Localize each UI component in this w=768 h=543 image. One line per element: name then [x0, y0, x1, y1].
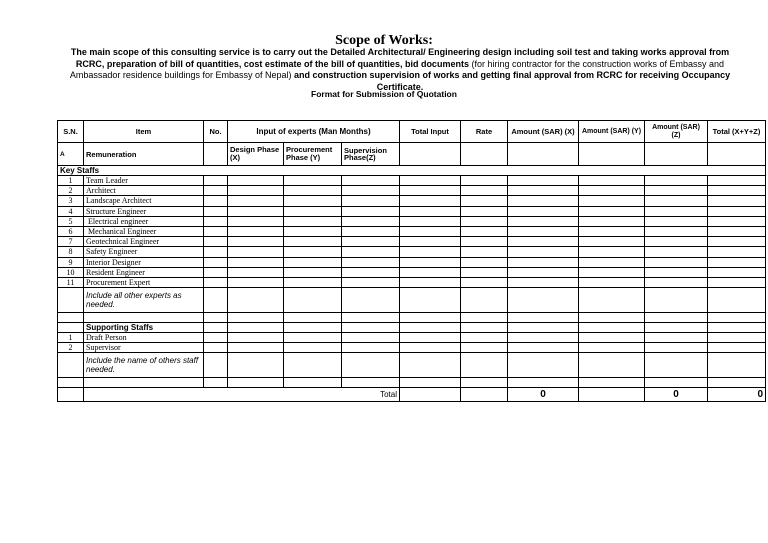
cell — [400, 277, 461, 287]
cell — [204, 353, 228, 378]
cell — [284, 176, 342, 186]
row-sn: 5 — [58, 216, 84, 226]
cell — [461, 323, 508, 333]
cell — [400, 206, 461, 216]
row-sn: 2 — [58, 186, 84, 196]
cell — [284, 237, 342, 247]
cell — [284, 313, 342, 323]
cell — [461, 277, 508, 287]
cell — [645, 313, 708, 323]
cell — [204, 267, 228, 277]
cell — [508, 313, 579, 323]
cell — [342, 343, 400, 353]
cell — [579, 206, 645, 216]
cell — [228, 353, 284, 378]
cell — [461, 206, 508, 216]
table-row — [58, 333, 766, 343]
header-no: No. — [204, 121, 228, 143]
cell — [645, 247, 708, 257]
row-item: Draft Person — [84, 333, 204, 343]
cell — [400, 267, 461, 277]
cell — [645, 343, 708, 353]
cell — [708, 277, 766, 287]
cell — [645, 333, 708, 343]
cell — [508, 333, 579, 343]
cell — [708, 226, 766, 236]
cell — [228, 257, 284, 267]
cell — [708, 206, 766, 216]
cell — [708, 288, 766, 313]
cell — [204, 288, 228, 313]
row-sn: 6 — [58, 226, 84, 236]
total-amount-x: 0 — [508, 388, 579, 402]
cell — [461, 313, 508, 323]
cell — [228, 237, 284, 247]
cell — [461, 257, 508, 267]
cell — [579, 257, 645, 267]
cell — [579, 216, 645, 226]
cell — [58, 288, 84, 313]
cell — [461, 353, 508, 378]
table-row — [58, 176, 766, 186]
subheader-procurement-phase: Procurement Phase (Y) — [284, 143, 342, 166]
support-staff-rows — [58, 333, 766, 353]
row-sn: 4 — [58, 206, 84, 216]
cell — [400, 257, 461, 267]
cell — [342, 288, 400, 313]
row-sn: 1 — [58, 176, 84, 186]
subheader-remuneration: Remuneration — [84, 143, 204, 166]
cell — [708, 247, 766, 257]
table-row — [58, 216, 766, 226]
blank-row — [58, 313, 766, 323]
row-item: Mechanical Engineer — [84, 226, 204, 236]
cell — [645, 257, 708, 267]
cell — [579, 353, 645, 378]
cell — [228, 277, 284, 287]
cell — [579, 226, 645, 236]
cell — [342, 186, 400, 196]
header-experts: Input of experts (Man Months) — [228, 121, 400, 143]
cell — [508, 206, 579, 216]
table-row — [58, 196, 766, 206]
cell — [284, 333, 342, 343]
cell — [708, 196, 766, 206]
table-row — [58, 343, 766, 353]
table-row — [58, 206, 766, 216]
cell — [461, 216, 508, 226]
cell — [461, 186, 508, 196]
cell — [645, 237, 708, 247]
cell — [342, 247, 400, 257]
cell — [508, 257, 579, 267]
cell — [400, 333, 461, 343]
key-staff-rows — [58, 176, 766, 288]
cell — [284, 288, 342, 313]
cell — [58, 313, 84, 323]
cell — [508, 267, 579, 277]
row-item: Architect — [84, 186, 204, 196]
page-title: Scope of Works: — [335, 33, 433, 48]
cell — [708, 143, 766, 166]
cell — [400, 196, 461, 206]
cell — [645, 288, 708, 313]
cell — [342, 353, 400, 378]
cell — [400, 323, 461, 333]
total-amount-z: 0 — [645, 388, 708, 402]
cell — [508, 323, 579, 333]
cell — [645, 196, 708, 206]
cell — [708, 353, 766, 378]
cell — [579, 176, 645, 186]
key-staffs-label: Key Staffs — [58, 166, 766, 176]
cell — [228, 216, 284, 226]
cell — [284, 247, 342, 257]
table-row — [58, 237, 766, 247]
cell — [342, 196, 400, 206]
cell — [342, 257, 400, 267]
header-rate: Rate — [461, 121, 508, 143]
cell — [400, 288, 461, 313]
row-item: Interior Designer — [84, 257, 204, 267]
cell — [58, 378, 84, 388]
total-grand: 0 — [708, 388, 766, 402]
cell — [228, 196, 284, 206]
row-sn: 11 — [58, 277, 84, 287]
cell — [579, 186, 645, 196]
cell — [228, 267, 284, 277]
support-note-row — [58, 353, 766, 378]
cell — [284, 216, 342, 226]
cell — [204, 143, 228, 166]
cell — [284, 196, 342, 206]
cell — [708, 216, 766, 226]
row-item: Supervisor — [84, 343, 204, 353]
cell — [400, 388, 461, 402]
subheader-a: A — [58, 143, 84, 166]
cell — [342, 313, 400, 323]
cell — [58, 323, 84, 333]
row-item: Electrical engineer — [84, 216, 204, 226]
row-sn: 3 — [58, 196, 84, 206]
cell — [645, 378, 708, 388]
cell — [342, 237, 400, 247]
cell — [284, 378, 342, 388]
table-row — [58, 247, 766, 257]
cell — [708, 237, 766, 247]
cell — [342, 176, 400, 186]
cell — [461, 176, 508, 186]
cell — [508, 343, 579, 353]
cell — [284, 186, 342, 196]
cell — [284, 257, 342, 267]
scope-text-part3: and construction supervision of works and getting final approval from RCRC for receiving Occupancy Certificate. — [294, 70, 731, 92]
cell — [508, 288, 579, 313]
cell — [204, 378, 228, 388]
cell — [204, 237, 228, 247]
cell — [204, 323, 228, 333]
cell — [579, 313, 645, 323]
header-total: Total (X+Y+Z) — [708, 121, 766, 143]
cell — [228, 288, 284, 313]
cell — [461, 226, 508, 236]
cell — [645, 186, 708, 196]
scope-text-part1: The main scope of this consulting service is to carry out the Detailed Architectural/ Engineering design including soil test and taking works approval from RCRC, preparation of bill of quantities, cost estimate of the bill of quantities, bid documents — [70, 47, 730, 69]
cell — [284, 206, 342, 216]
cell — [708, 313, 766, 323]
cell — [508, 176, 579, 186]
cell — [228, 333, 284, 343]
cell — [645, 353, 708, 378]
cell — [645, 267, 708, 277]
subheader-supervision-phase: Supervision Phase(Z) — [342, 143, 400, 166]
cell — [508, 216, 579, 226]
cell — [228, 313, 284, 323]
cell — [342, 378, 400, 388]
cell — [461, 333, 508, 343]
cell — [645, 176, 708, 186]
scope-description — [60, 47, 740, 93]
cell — [645, 277, 708, 287]
row-item: Structure Engineer — [84, 206, 204, 216]
row-item: Geotechnical Engineer — [84, 237, 204, 247]
cell — [204, 226, 228, 236]
cell — [228, 378, 284, 388]
cell — [508, 378, 579, 388]
row-item: Resident Engineer — [84, 267, 204, 277]
cell — [579, 247, 645, 257]
cell — [461, 267, 508, 277]
row-item: Team Leader — [84, 176, 204, 186]
cell — [84, 378, 204, 388]
cell — [645, 216, 708, 226]
row-sn: 10 — [58, 267, 84, 277]
cell — [204, 343, 228, 353]
cell — [228, 226, 284, 236]
cell — [579, 378, 645, 388]
header-amount-y: Amount (SAR) (Y) — [579, 121, 645, 143]
cell — [400, 378, 461, 388]
cell — [228, 343, 284, 353]
row-item: Safety Engineer — [84, 247, 204, 257]
subheader-design-phase: Design Phase (X) — [228, 143, 284, 166]
cell — [579, 143, 645, 166]
cell — [204, 196, 228, 206]
cell — [400, 216, 461, 226]
cell — [708, 333, 766, 343]
row-item: Landscape Architect — [84, 196, 204, 206]
cell — [708, 343, 766, 353]
row-sn: 7 — [58, 237, 84, 247]
cell — [204, 333, 228, 343]
header-item: Item — [84, 121, 204, 143]
total-row — [58, 388, 766, 402]
cell — [400, 143, 461, 166]
cell — [342, 277, 400, 287]
cell — [342, 226, 400, 236]
cell — [508, 196, 579, 206]
cell — [508, 237, 579, 247]
cell — [342, 267, 400, 277]
header-total-input: Total Input — [400, 121, 461, 143]
cell — [579, 333, 645, 343]
cell — [579, 196, 645, 206]
cell — [508, 226, 579, 236]
cell — [84, 313, 204, 323]
cell — [579, 343, 645, 353]
format-title: Format for Submission of Quotation — [311, 89, 457, 99]
cell — [284, 277, 342, 287]
supporting-staffs-label: Supporting Staffs — [84, 323, 204, 333]
cell — [400, 237, 461, 247]
cell — [204, 216, 228, 226]
cell — [342, 206, 400, 216]
cell — [645, 206, 708, 216]
cell — [579, 237, 645, 247]
cell — [400, 186, 461, 196]
cell — [708, 186, 766, 196]
cell — [461, 378, 508, 388]
cell — [204, 277, 228, 287]
cell — [579, 288, 645, 313]
cell — [461, 247, 508, 257]
cell — [400, 353, 461, 378]
cell — [342, 216, 400, 226]
scope-text-part2: (for hiring contractor for the construction works of Embassy and Ambassador residence buildings for Embassy of Nepal) — [69, 58, 725, 80]
header-amount-z: Amount (SAR) (Z) — [645, 121, 708, 143]
cell — [342, 333, 400, 343]
cell — [228, 247, 284, 257]
cell — [58, 388, 84, 402]
cell — [228, 323, 284, 333]
cell — [461, 288, 508, 313]
cell — [645, 143, 708, 166]
cell — [284, 323, 342, 333]
cell — [204, 176, 228, 186]
header-row — [58, 121, 766, 143]
row-sn: 8 — [58, 247, 84, 257]
cell — [400, 343, 461, 353]
cell — [579, 267, 645, 277]
cell — [508, 143, 579, 166]
cell — [58, 353, 84, 378]
cell — [708, 323, 766, 333]
key-note: Include all other experts as needed. — [84, 288, 204, 313]
key-note-row — [58, 288, 766, 313]
total-label: Total — [84, 388, 400, 402]
cell — [461, 388, 508, 402]
cell — [204, 206, 228, 216]
subheader-row — [58, 143, 766, 166]
cell — [400, 176, 461, 186]
cell — [708, 257, 766, 267]
row-sn: 9 — [58, 257, 84, 267]
row-item: Procurement Expert — [84, 277, 204, 287]
cell — [400, 247, 461, 257]
table-row — [58, 257, 766, 267]
quotation-table — [57, 120, 766, 402]
cell — [708, 267, 766, 277]
support-note: Include the name of others staff needed. — [84, 353, 204, 378]
cell — [228, 206, 284, 216]
cell — [645, 323, 708, 333]
cell — [461, 343, 508, 353]
cell — [204, 186, 228, 196]
cell — [579, 277, 645, 287]
cell — [461, 143, 508, 166]
cell — [461, 237, 508, 247]
table-row — [58, 186, 766, 196]
cell — [708, 176, 766, 186]
cell — [579, 388, 645, 402]
key-staffs-row — [58, 166, 766, 176]
cell — [228, 186, 284, 196]
table-row — [58, 226, 766, 236]
cell — [284, 353, 342, 378]
cell — [204, 313, 228, 323]
cell — [284, 226, 342, 236]
header-amount-x: Amount (SAR) (X) — [508, 121, 579, 143]
row-sn: 2 — [58, 343, 84, 353]
cell — [284, 267, 342, 277]
cell — [284, 343, 342, 353]
cell — [508, 353, 579, 378]
cell — [508, 277, 579, 287]
cell — [228, 176, 284, 186]
cell — [579, 323, 645, 333]
header-sn: S.N. — [58, 121, 84, 143]
cell — [400, 313, 461, 323]
cell — [204, 257, 228, 267]
cell — [204, 247, 228, 257]
cell — [508, 186, 579, 196]
supporting-staffs-row — [58, 323, 766, 333]
cell — [645, 226, 708, 236]
cell — [508, 247, 579, 257]
table-row — [58, 277, 766, 287]
cell — [461, 196, 508, 206]
table-row — [58, 267, 766, 277]
cell — [342, 323, 400, 333]
row-sn: 1 — [58, 333, 84, 343]
blank-row — [58, 378, 766, 388]
cell — [400, 226, 461, 236]
cell — [708, 378, 766, 388]
